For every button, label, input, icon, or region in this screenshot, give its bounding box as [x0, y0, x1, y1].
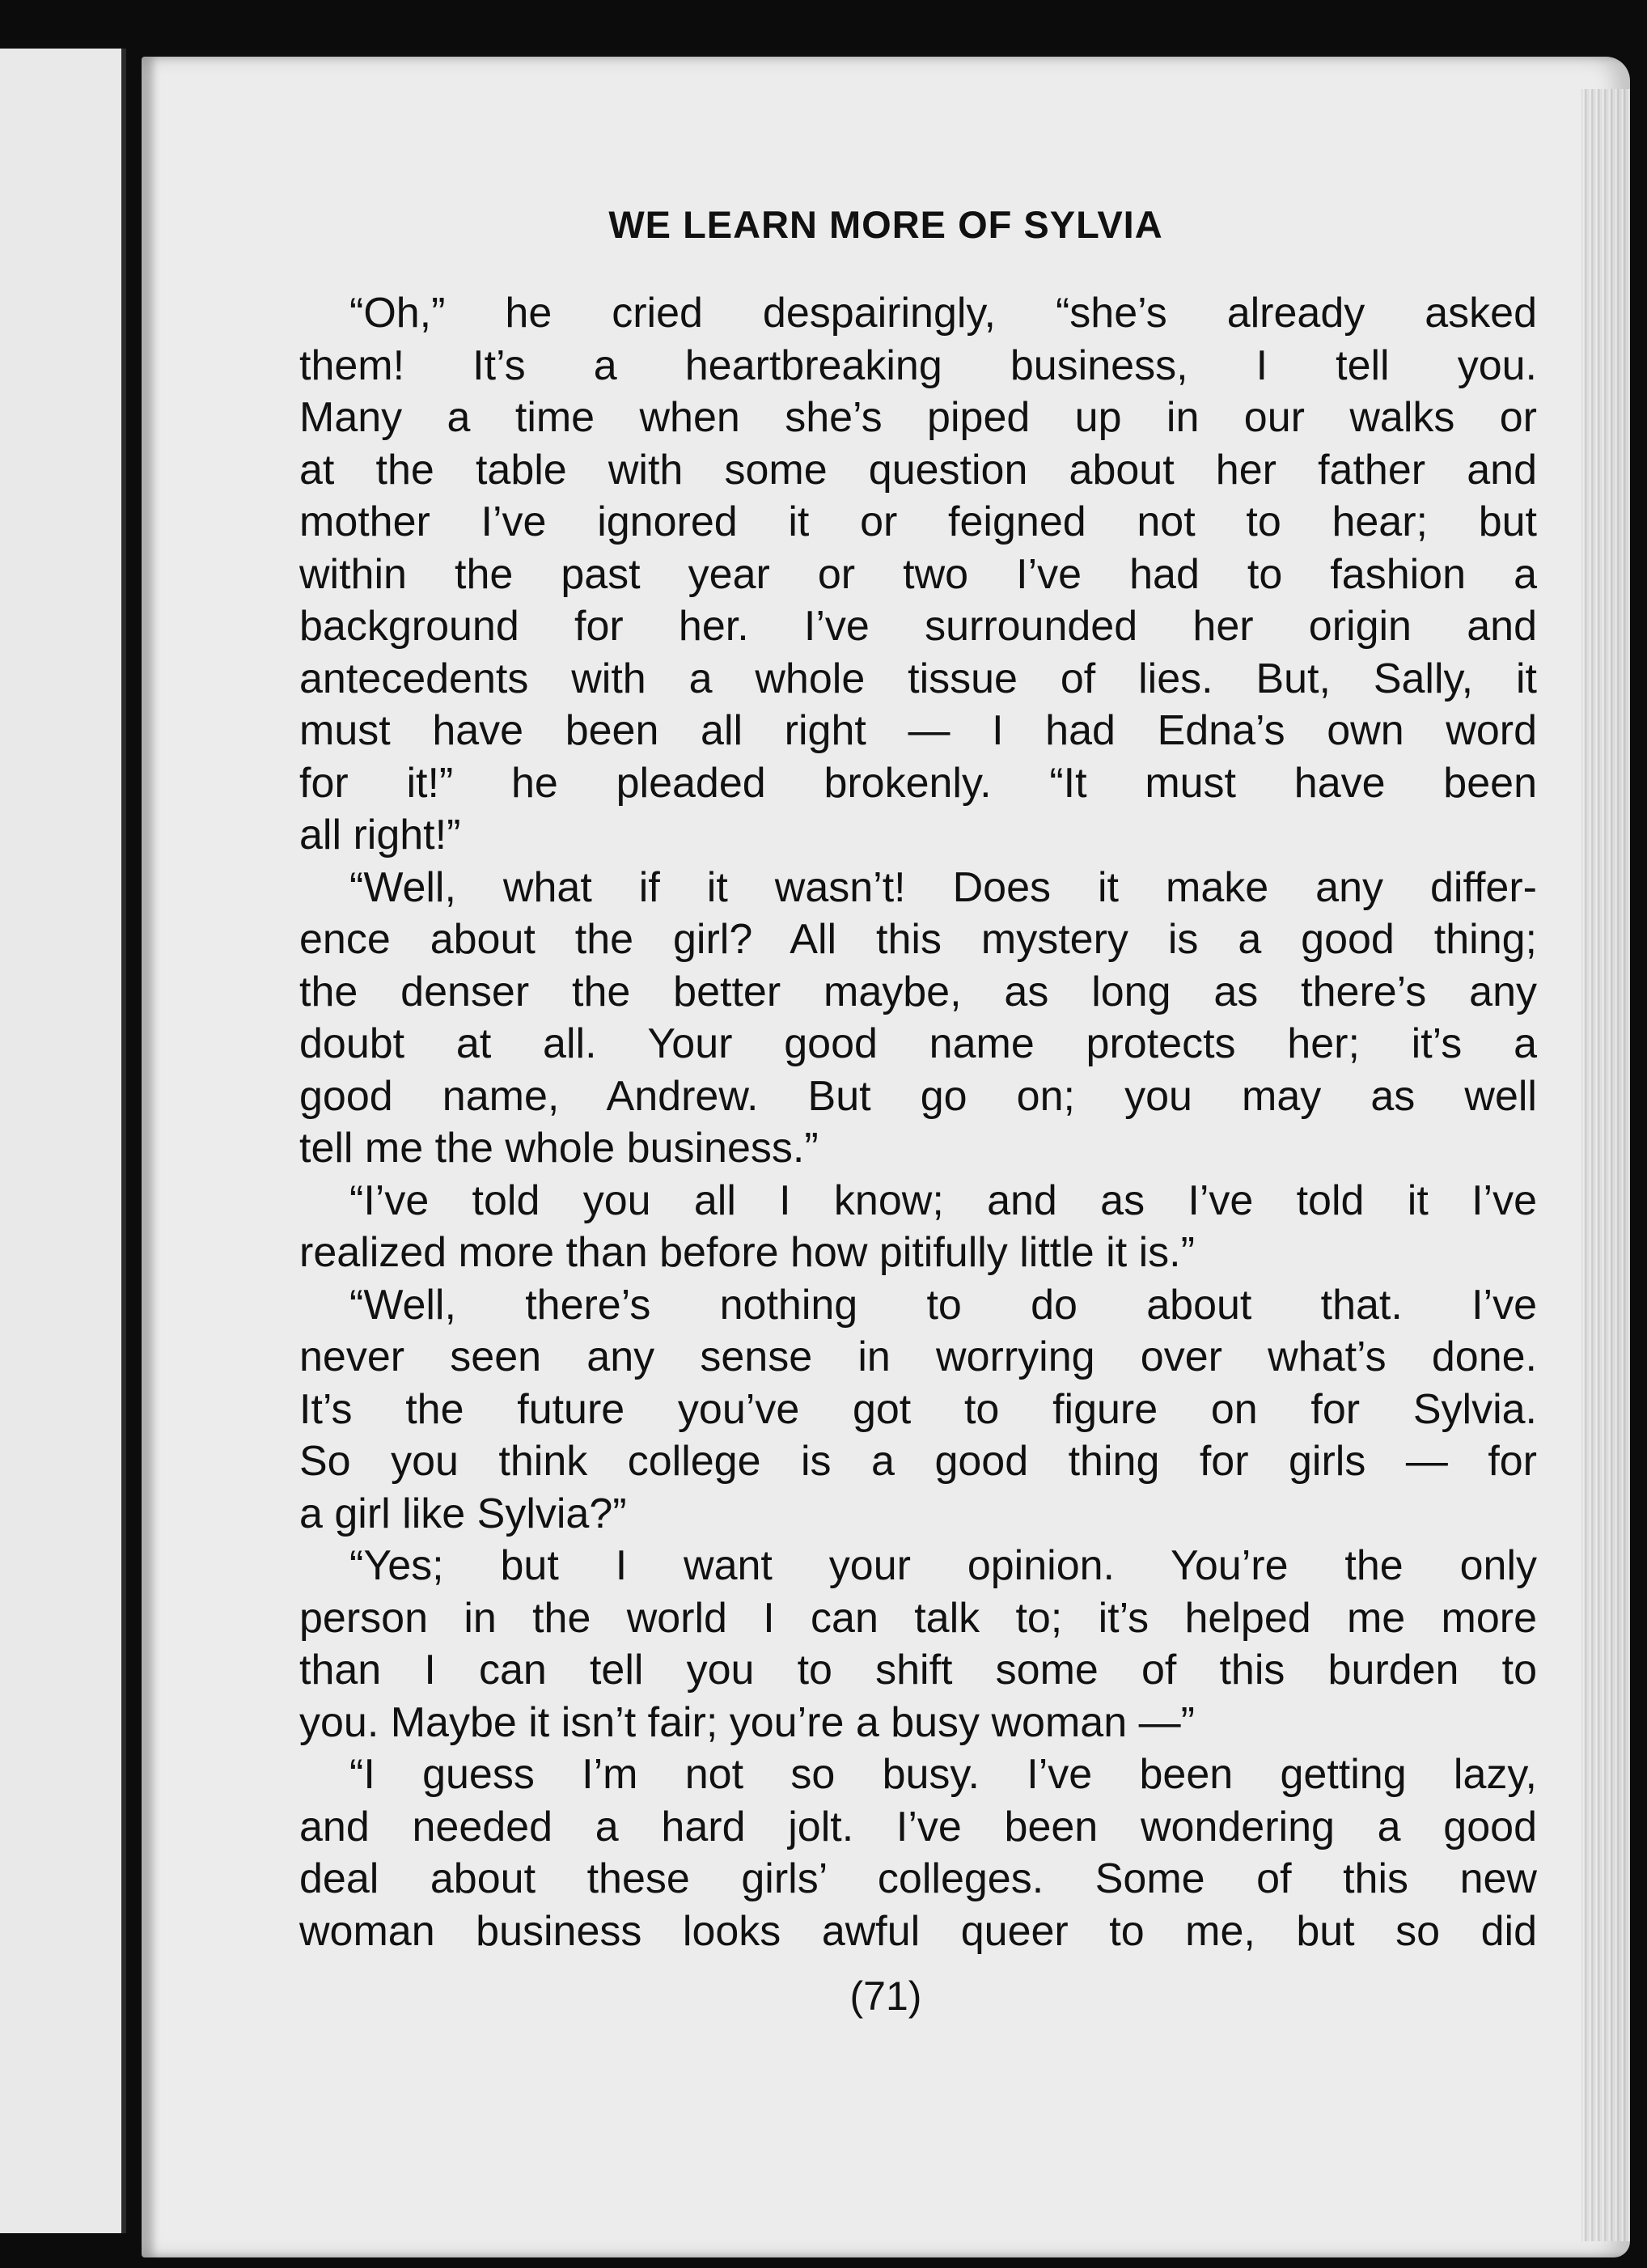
text-line: realized more than before how pitifully little it is.”	[299, 1229, 1195, 1276]
text-line: “Oh,” he cried despairingly, “she’s already asked	[349, 290, 1537, 337]
text-line: ence about the girl? All this mystery is a good thing;	[299, 916, 1537, 963]
text-line: “I’ve told you all I know; and as I’ve told it I’ve	[349, 1176, 1537, 1224]
text-line: at the table with some question about her father and	[299, 446, 1537, 494]
text-line: all right!”	[299, 812, 461, 858]
page-number: (71)	[849, 1973, 922, 2019]
text-line: background for her. I’ve surrounded her origin and	[299, 603, 1537, 650]
text-line: for it!” he pleaded brokenly. “It must have been	[299, 759, 1537, 807]
text-line: you. Maybe it isn’t fair; you’re a busy woman —”	[299, 1698, 1195, 1746]
text-line: Many a time when she’s piped up in our walks or	[299, 394, 1537, 441]
text-line: and needed a hard jolt. I’ve been wondering a good	[299, 1803, 1537, 1850]
running-head: WE LEARN MORE OF SYLVIA	[608, 203, 1163, 246]
page-stack-edge	[1581, 89, 1630, 2241]
body-text	[299, 287, 1537, 1957]
text-line: woman business looks awful queer to me, but so did	[299, 1907, 1537, 1955]
text-line: tell me the whole business.”	[299, 1125, 819, 1172]
text-line: within the past year or two I’ve had to fashion a	[299, 550, 1537, 598]
text-line: person in the world I can talk to; it’s helped me more	[299, 1594, 1537, 1642]
text-line: “Well, what if it wasn’t! Does it make any differ-	[349, 863, 1537, 911]
text-line: “Well, there’s nothing to do about that. I’ve	[349, 1281, 1537, 1329]
text-line: doubt at all. Your good name protects her; it’s a	[299, 1020, 1537, 1067]
text-line: a girl like Sylvia?”	[299, 1490, 627, 1537]
text-line: must have been all right — I had Edna’s own word	[299, 707, 1537, 754]
text-line: the denser the better maybe, as long as there’s any	[299, 968, 1537, 1015]
book-page	[142, 57, 1630, 2257]
text-line: It’s the future you’ve got to figure on for Sylvia.	[299, 1385, 1537, 1433]
text-line: than I can tell you to shift some of this burden to	[299, 1647, 1537, 1694]
text-line: deal about these girls’ colleges. Some of this new	[299, 1855, 1537, 1902]
text-line: “I guess I’m not so busy. I’ve been getting lazy,	[349, 1751, 1537, 1798]
text-line: mother I’ve ignored it or feigned not to hear; but	[299, 498, 1537, 545]
facing-page-edge	[0, 49, 126, 2233]
text-line: So you think college is a good thing for girls — for	[299, 1438, 1537, 1485]
text-line: never seen any sense in worrying over what’s done.	[299, 1333, 1537, 1380]
text-line: good name, Andrew. But go on; you may as well	[299, 1072, 1537, 1120]
text-line: “Yes; but I want your opinion. You’re the only	[349, 1542, 1537, 1589]
text-line: them! It’s a heartbreaking business, I tell you.	[299, 341, 1537, 389]
text-line: antecedents with a whole tissue of lies. But, Sally, it	[299, 655, 1537, 702]
